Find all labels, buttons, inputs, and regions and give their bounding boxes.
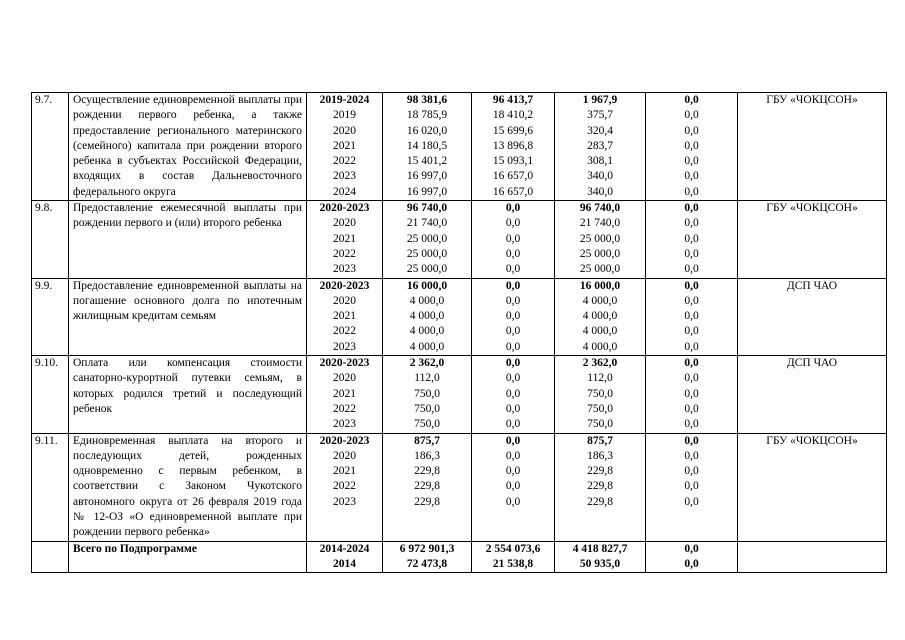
total-value: 4 000,0 [409, 294, 445, 307]
regional-value: 4 000,0 [582, 294, 618, 307]
total-value: 750,0 [414, 387, 440, 400]
regional-value: 112,0 [587, 372, 613, 385]
year-value: 2019-2024 [319, 94, 370, 106]
regional-value: 25 000,0 [579, 263, 621, 276]
total-value: 25 000,0 [406, 247, 448, 260]
other-value: 0,0 [684, 340, 699, 353]
executor-cell: ДСП ЧАО [738, 356, 887, 433]
regional-cell [555, 356, 646, 433]
row-description: Оплата или компенсация стоимости санаторно-курортной путевки семьям, в которых родился третий и последующий ребенок [69, 356, 307, 433]
total-value: 750,0 [414, 418, 440, 431]
other-value: 0,0 [684, 94, 699, 106]
year-value: 2022 [333, 325, 356, 338]
total-value: 16 020,0 [406, 124, 448, 137]
row-number: 9.11. [32, 433, 69, 541]
other-value: 0,0 [684, 170, 699, 183]
regional-value: 750,0 [587, 387, 613, 400]
total-value: 72 473,8 [406, 557, 448, 570]
other-value: 0,0 [684, 109, 699, 122]
federal-cell [472, 356, 555, 433]
other-value: 0,0 [684, 449, 699, 462]
executor-cell: ГБУ «ЧОКЦСОН» [738, 201, 887, 278]
federal-value: 13 896,8 [492, 139, 534, 152]
year-value: 2021 [333, 465, 356, 478]
summary-label: Всего по Подпрограмме [69, 541, 307, 573]
executor-cell: ДСП ЧАО [738, 278, 887, 355]
total-value: 25 000,0 [406, 232, 448, 245]
total-value: 98 381,6 [406, 94, 448, 106]
regional-value: 229,8 [587, 465, 613, 478]
federal-value: 0,0 [505, 232, 521, 245]
regional-value: 375,7 [587, 109, 613, 122]
row-description: Предоставление ежемесячной выплаты при рождении первого и (или) второго ребенка [69, 201, 307, 278]
regional-value: 1 967,9 [582, 94, 618, 106]
other-value: 0,0 [684, 185, 699, 198]
summary-row [32, 541, 887, 573]
total-value: 21 740,0 [406, 217, 448, 230]
regional-value: 283,7 [587, 139, 613, 152]
year-value: 2014-2024 [319, 542, 370, 555]
total-value: 875,7 [414, 434, 440, 447]
total-value: 2 362,0 [409, 357, 445, 370]
federal-value: 16 657,0 [492, 185, 534, 198]
year-value: 2019 [333, 109, 356, 122]
regional-value: 4 000,0 [582, 325, 618, 338]
regional-cell [555, 278, 646, 355]
year-value: 2022 [333, 247, 356, 260]
regional-cell [555, 433, 646, 541]
other-cell [646, 356, 738, 433]
year-value: 2020-2023 [319, 434, 370, 447]
federal-value: 18 410,2 [492, 109, 534, 122]
other-cell [646, 433, 738, 541]
summary-other [646, 541, 738, 573]
regional-value: 16 000,0 [579, 279, 621, 292]
total-value: 16 997,0 [406, 185, 448, 198]
total-value: 229,8 [414, 480, 440, 493]
federal-value: 21 538,8 [492, 557, 534, 570]
regional-value: 340,0 [587, 185, 613, 198]
year-value: 2021 [333, 387, 356, 400]
other-value: 0,0 [684, 402, 699, 415]
regional-value: 320,4 [587, 124, 613, 137]
table-row [32, 93, 887, 201]
year-value: 2022 [333, 155, 356, 168]
year-value: 2023 [333, 263, 356, 276]
other-value: 0,0 [684, 480, 699, 493]
other-value: 0,0 [684, 310, 699, 323]
row-number: 9.10. [32, 356, 69, 433]
regional-value: 186,3 [587, 449, 613, 462]
federal-value: 0,0 [505, 434, 521, 447]
year-value: 2021 [333, 310, 356, 323]
total-cell [383, 201, 472, 278]
federal-value: 0,0 [505, 357, 521, 370]
year-value: 2023 [333, 170, 356, 183]
federal-value: 0,0 [505, 310, 521, 323]
total-value: 750,0 [414, 402, 440, 415]
other-value: 0,0 [684, 542, 699, 555]
years-cell [307, 356, 383, 433]
regional-value: 2 362,0 [582, 357, 618, 370]
summary-number [32, 541, 69, 573]
federal-value: 96 413,7 [492, 94, 534, 106]
total-cell [383, 356, 472, 433]
total-value: 14 180,5 [406, 139, 448, 152]
table-row [32, 201, 887, 278]
other-cell [646, 278, 738, 355]
other-cell [646, 93, 738, 201]
other-value: 0,0 [684, 279, 699, 292]
summary-executor [738, 541, 887, 573]
other-value: 0,0 [684, 325, 699, 338]
total-cell [383, 433, 472, 541]
federal-value: 0,0 [505, 247, 521, 260]
other-value: 0,0 [684, 434, 699, 447]
table-body [32, 93, 887, 573]
other-cell [646, 201, 738, 278]
federal-value: 0,0 [505, 418, 521, 431]
regional-value: 875,7 [587, 434, 613, 447]
summary-regional [555, 541, 646, 573]
federal-value: 0,0 [505, 465, 521, 478]
executor-cell: ГБУ «ЧОКЦСОН» [738, 93, 887, 201]
year-value: 2014 [333, 557, 356, 570]
year-value: 2020 [333, 217, 356, 230]
other-value: 0,0 [684, 372, 699, 385]
regional-value: 750,0 [587, 402, 613, 415]
row-description: Предоставление единовременной выплаты на погашение основного долга по ипотечным жилищным кредитам семьям [69, 278, 307, 355]
executor-cell: ГБУ «ЧОКЦСОН» [738, 433, 887, 541]
federal-cell [472, 201, 555, 278]
federal-value: 0,0 [505, 387, 521, 400]
years-cell [307, 278, 383, 355]
federal-value: 15 093,1 [492, 155, 534, 168]
other-value: 0,0 [684, 387, 699, 400]
year-value: 2020-2023 [319, 202, 370, 215]
other-value: 0,0 [684, 232, 699, 245]
total-value: 186,3 [414, 449, 440, 462]
federal-value: 0,0 [505, 202, 521, 215]
federal-value: 0,0 [505, 480, 521, 493]
year-value: 2021 [333, 139, 356, 152]
row-number: 9.9. [32, 278, 69, 355]
other-value: 0,0 [684, 202, 699, 215]
other-value: 0,0 [684, 557, 699, 570]
row-description: Осуществление единовременной выплаты при рождении первого ребенка, а также предоставление регионального материнского (семейного) капитала при рождении второго ребенка в субъектах Российской Федерации, входящих в состав Дальневосточного федерального округа [69, 93, 307, 201]
regional-value: 25 000,0 [579, 232, 621, 245]
federal-cell [472, 278, 555, 355]
other-value: 0,0 [684, 418, 699, 431]
other-value: 0,0 [684, 139, 699, 152]
federal-value: 16 657,0 [492, 170, 534, 183]
other-value: 0,0 [684, 495, 699, 508]
row-description: Единовременная выплата на второго и последующих детей, рожденных одновременно с первым ребенком, в соответствии с Законом Чукотского автономного округа от 26 февраля 2019 года № 12-ОЗ «О единовременной выплате при рождении первого ребенка» [69, 433, 307, 541]
year-value: 2020 [333, 372, 356, 385]
regional-value: 25 000,0 [579, 247, 621, 260]
federal-value: 0,0 [505, 495, 521, 508]
year-value: 2024 [333, 185, 356, 198]
federal-value: 0,0 [505, 402, 521, 415]
regional-cell [555, 93, 646, 201]
federal-cell [472, 93, 555, 201]
federal-cell [472, 433, 555, 541]
row-number: 9.7. [32, 93, 69, 201]
table-row [32, 278, 887, 355]
federal-value: 0,0 [505, 279, 521, 292]
regional-value: 21 740,0 [579, 217, 621, 230]
year-value: 2020-2023 [319, 279, 370, 292]
table-row [32, 356, 887, 433]
subprogram-table [31, 92, 887, 573]
year-value: 2023 [333, 340, 356, 353]
regional-cell [555, 201, 646, 278]
federal-value: 0,0 [505, 449, 521, 462]
total-value: 15 401,2 [406, 155, 448, 168]
year-value: 2022 [333, 402, 356, 415]
other-value: 0,0 [684, 124, 699, 137]
year-value: 2020 [333, 449, 356, 462]
federal-value: 15 699,6 [492, 124, 534, 137]
other-value: 0,0 [684, 294, 699, 307]
total-cell [383, 93, 472, 201]
year-value: 2023 [333, 418, 356, 431]
other-value: 0,0 [684, 465, 699, 478]
federal-value: 0,0 [505, 294, 521, 307]
summary-years [307, 541, 383, 573]
year-value: 2020 [333, 294, 356, 307]
regional-value: 4 000,0 [582, 340, 618, 353]
federal-value: 2 554 073,6 [485, 542, 541, 555]
regional-value: 229,8 [587, 495, 613, 508]
regional-value: 308,1 [587, 155, 613, 168]
total-value: 6 972 901,3 [399, 542, 455, 555]
other-value: 0,0 [684, 247, 699, 260]
regional-value: 4 418 827,7 [572, 542, 628, 555]
total-value: 4 000,0 [409, 340, 445, 353]
federal-value: 0,0 [505, 325, 521, 338]
other-value: 0,0 [684, 155, 699, 168]
years-cell [307, 93, 383, 201]
total-value: 96 740,0 [406, 202, 448, 215]
year-value: 2023 [333, 495, 356, 508]
regional-value: 340,0 [587, 170, 613, 183]
other-value: 0,0 [684, 357, 699, 370]
years-cell [307, 433, 383, 541]
summary-total [383, 541, 472, 573]
table-row [32, 433, 887, 541]
total-value: 112,0 [414, 372, 440, 385]
regional-value: 96 740,0 [579, 202, 621, 215]
federal-value: 0,0 [505, 372, 521, 385]
regional-value: 50 935,0 [579, 557, 621, 570]
total-value: 16 997,0 [406, 170, 448, 183]
year-value: 2020 [333, 124, 356, 137]
total-value: 229,8 [414, 465, 440, 478]
years-cell [307, 201, 383, 278]
total-value: 25 000,0 [406, 263, 448, 276]
summary-federal [472, 541, 555, 573]
federal-value: 0,0 [505, 340, 521, 353]
total-value: 4 000,0 [409, 325, 445, 338]
regional-value: 229,8 [587, 480, 613, 493]
total-value: 229,8 [414, 495, 440, 508]
federal-value: 0,0 [505, 217, 521, 230]
federal-value: 0,0 [505, 263, 521, 276]
year-value: 2020-2023 [319, 357, 370, 370]
other-value: 0,0 [684, 263, 699, 276]
year-value: 2022 [333, 480, 356, 493]
row-number: 9.8. [32, 201, 69, 278]
total-value: 16 000,0 [406, 279, 448, 292]
regional-value: 750,0 [587, 418, 613, 431]
other-value: 0,0 [684, 217, 699, 230]
total-cell [383, 278, 472, 355]
total-value: 4 000,0 [409, 310, 445, 323]
year-value: 2021 [333, 232, 356, 245]
total-value: 18 785,9 [406, 109, 448, 122]
regional-value: 4 000,0 [582, 310, 618, 323]
